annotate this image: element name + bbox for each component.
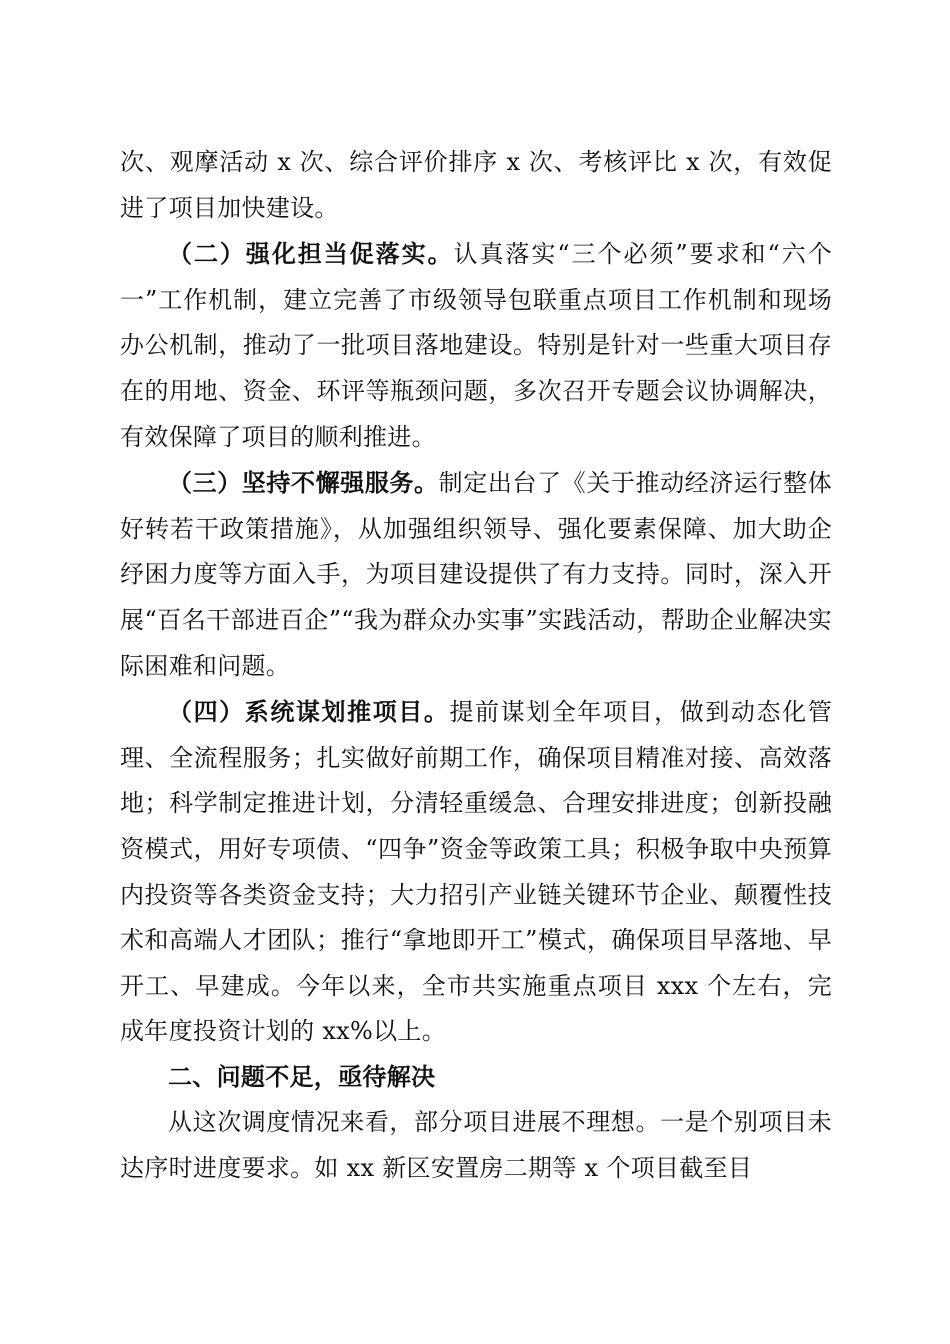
chapter-heading-problems: 二、问题不足，亟待解决 xyxy=(168,1062,436,1091)
paragraph-continuation: 次、观摩活动 x 次、综合评价排序 x 次、考核评比 x 次，有效促进了项目加快建设。 xyxy=(120,148,832,222)
section-text: 提前谋划全年项目，做到动态化管理、全流程服务；扎实做好前期工作，确保项目精准对接、高效落地；科学制定推进计划，分清轻重缓急、合理安排进度；创新投融资模式，用好专项债、“四争”资金等政策工具；积极争取中央预算内投资等各类资金支持；大力招引产业链关键环节企业、颠覆性技术和高端人才团队；推行“拿地即开工”模式，确保项目早落地、早开工、早建成。今年以来，全市共实施重点项目 xxx 个左右，完成年度投资计划的 xx%以上。 xyxy=(120,698,832,1046)
section-title: （三）坚持不懈强服务。 xyxy=(168,468,439,498)
section-strengthen-service xyxy=(120,460,832,689)
paragraph-problems: 从这次调度情况来看，部分项目进展不理想。一是个别项目未达序时进度要求。如 xx 新区安置房二期等 x 个项目截至目 xyxy=(120,1108,832,1183)
section-title: （二）强化担当促落实。 xyxy=(168,239,454,269)
section-text: 制定出台了《关于推动经济运行整体好转若干政策措施》，从加强组织领导、强化要素保障、加大助企纾困力度等方面入手，为项目建设提供了有力支持。同时，深入开展“百名干部进百企”“我为群众办实事”实践活动，帮助企业解决实际困难和问题。 xyxy=(120,469,832,680)
section-strengthen-responsibility xyxy=(120,231,832,460)
section-text: 认真落实“三个必须”要求和“六个一”工作机制，建立完善了市级领导包联重点项目工作机制和现场办公机制，推动了一批项目落地建设。特别是针对一些重大项目存在的用地、资金、环评等瓶颈问题，多次召开专题会议协调解决，有效保障了项目的顺利推进。 xyxy=(120,240,832,451)
section-plan-projects xyxy=(120,689,832,1055)
section-title: （四）系统谋划推项目。 xyxy=(168,697,450,727)
document-body xyxy=(120,140,832,1192)
